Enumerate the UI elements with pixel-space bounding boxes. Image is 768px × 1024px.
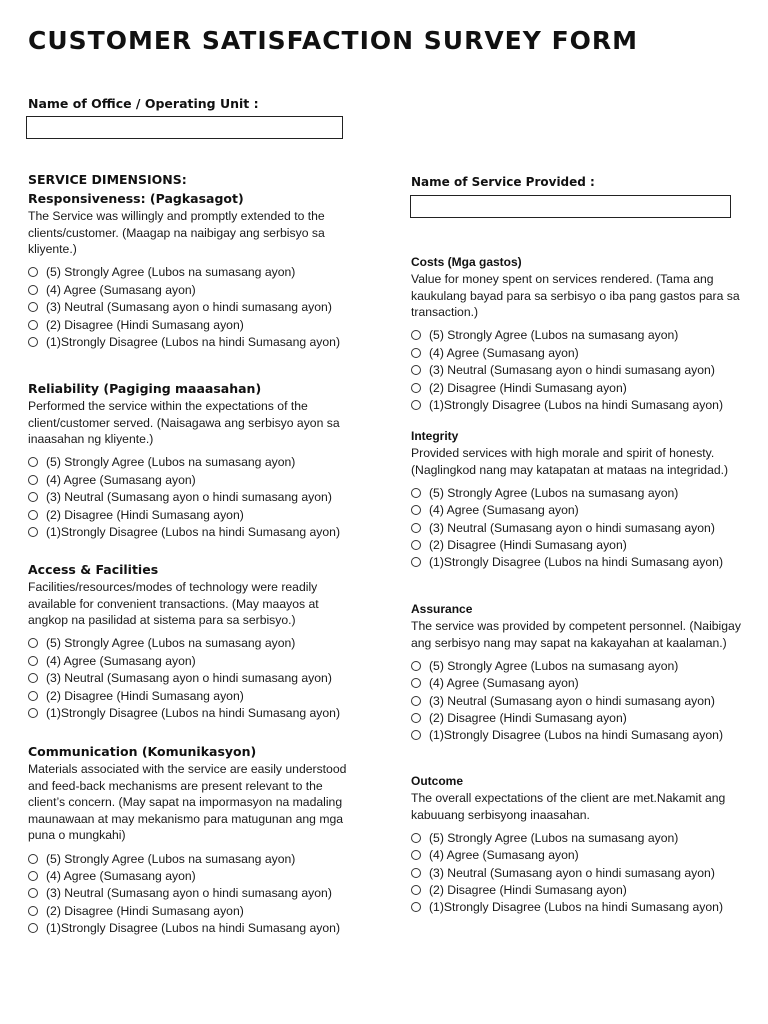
form-title: CUSTOMER SATISFACTION SURVEY FORM [28,26,639,55]
radio-circle-icon[interactable] [28,691,38,701]
rating-option-label: (1)Strongly Disagree (Lubos na hindi Sumasang ayon) [429,900,724,915]
rating-option[interactable] [28,506,358,523]
radio-circle-icon[interactable] [28,871,38,881]
radio-circle-icon[interactable] [411,523,421,533]
rating-option[interactable] [28,885,358,902]
rating-option-label: (1)Strongly Disagree (Lubos na hindi Sumasang ayon) [429,398,724,413]
section-description: Value for money spent on services rendered. (Tama ang kaukulang bayad para sa serbisyo o iba pang gastos para sa transaction.) [411,272,740,320]
rating-option-label: (1)Strongly Disagree (Lubos na hindi Sumasang ayon) [46,706,341,721]
rating-option-label: (5) Strongly Agree (Lubos na sumasang ayon) [429,328,679,343]
rating-option[interactable] [28,264,358,281]
rating-option-label: (4) Agree (Sumasang ayon) [429,503,579,518]
radio-circle-icon[interactable] [28,267,38,277]
rating-option[interactable] [411,829,746,846]
radio-circle-icon[interactable] [411,383,421,393]
rating-option[interactable] [28,867,358,884]
rating-option[interactable] [411,554,746,571]
rating-option-label: (5) Strongly Agree (Lubos na sumasang ayon) [46,455,296,470]
rating-option[interactable] [28,652,358,669]
rating-option[interactable] [411,864,746,881]
radio-circle-icon[interactable] [28,337,38,347]
rating-option-label: (3) Neutral (Sumasang ayon o hindi sumasang ayon) [46,300,332,315]
rating-option[interactable] [411,881,746,898]
rating-option[interactable] [28,704,358,721]
rating-option-label: (2) Disagree (Hindi Sumasang ayon) [429,711,627,726]
radio-circle-icon[interactable] [28,475,38,485]
service-dimensions-heading: SERVICE DIMENSIONS: [28,172,187,187]
section-description: The service was provided by competent personnel. (Naibigay ang serbisyo nang may sapat na kakayahan at kaalaman.) [411,619,741,650]
rating-option-label: (4) Agree (Sumasang ayon) [429,345,579,360]
rating-option-label: (5) Strongly Agree (Lubos na sumasang ayon) [46,851,296,866]
rating-option[interactable] [28,920,358,937]
rating-option-label: (3) Neutral (Sumasang ayon o hindi sumasang ayon) [429,520,715,535]
rating-option-label: (4) Agree (Sumasang ayon) [429,848,579,863]
rating-option-label: (1)Strongly Disagree (Lubos na hindi Sumasang ayon) [46,921,341,936]
rating-option-label: (5) Strongly Agree (Lubos na sumasang ayon) [46,636,296,651]
section-description: Provided services with high morale and spirit of honesty. (Naglingkod nang may katapatan at mataas na integridad.) [411,446,729,477]
section-title: Integrity [411,429,459,443]
rating-options [411,657,746,744]
service-input[interactable] [410,195,731,218]
rating-option[interactable] [28,670,358,687]
rating-option-label: (2) Disagree (Hindi Sumasang ayon) [429,380,627,395]
rating-option-label: (3) Neutral (Sumasang ayon o hindi sumasang ayon) [46,671,332,686]
rating-option-label: (4) Agree (Sumasang ayon) [46,869,196,884]
rating-option-label: (1)Strongly Disagree (Lubos na hindi Sumasang ayon) [46,335,341,350]
rating-option[interactable] [411,675,746,692]
rating-option-label: (4) Agree (Sumasang ayon) [46,653,196,668]
section-title: Reliability (Pagiging maaasahan) [28,381,262,396]
radio-circle-icon[interactable] [28,656,38,666]
rating-option[interactable] [28,454,358,471]
section-outcome [411,773,746,916]
radio-circle-icon[interactable] [28,906,38,916]
rating-option-label: (5) Strongly Agree (Lubos na sumasang ayon) [429,485,679,500]
rating-option-label: (4) Agree (Sumasang ayon) [46,472,196,487]
rating-option-label: (2) Disagree (Hindi Sumasang ayon) [429,538,627,553]
rating-option-label: (3) Neutral (Sumasang ayon o hindi sumasang ayon) [46,490,332,505]
radio-circle-icon[interactable] [28,285,38,295]
radio-circle-icon[interactable] [28,923,38,933]
radio-circle-icon[interactable] [411,696,421,706]
rating-option[interactable] [28,281,358,298]
radio-circle-icon[interactable] [411,868,421,878]
radio-circle-icon[interactable] [28,492,38,502]
radio-circle-icon[interactable] [411,330,421,340]
section-title: Communication (Komunikasyon) [28,744,257,759]
section-title: Responsiveness: (Pagkasagot) [28,191,244,206]
rating-options [411,829,746,916]
radio-circle-icon[interactable] [411,678,421,688]
section-description: The Service was willingly and promptly extended to the clients/customer. (Maagap na naibigay ang serbisyo sa kliyente.) [28,209,325,257]
radio-circle-icon[interactable] [411,885,421,895]
rating-option-label: (2) Disagree (Hindi Sumasang ayon) [46,507,244,522]
rating-option-label: (2) Disagree (Hindi Sumasang ayon) [429,883,627,898]
section-communication [28,743,358,937]
radio-circle-icon[interactable] [28,708,38,718]
rating-option[interactable] [28,333,358,350]
rating-option[interactable] [28,489,358,506]
rating-option[interactable] [411,396,746,413]
rating-option[interactable] [411,344,746,361]
section-costs [411,254,746,414]
rating-option[interactable] [411,847,746,864]
rating-option-label: (3) Neutral (Sumasang ayon o hindi sumasang ayon) [429,693,715,708]
radio-circle-icon[interactable] [411,348,421,358]
section-title: Access & Facilities [28,562,159,577]
section-description: Facilities/resources/modes of technology were readily available for convenient transactions. (May maayos at angkop na pasilidad at sistema para sa serbisyo.) [28,580,319,628]
rating-option[interactable] [411,502,746,519]
radio-circle-icon[interactable] [28,320,38,330]
section-access [28,561,358,722]
radio-circle-icon[interactable] [411,902,421,912]
radio-circle-icon[interactable] [411,833,421,843]
rating-option[interactable] [411,536,746,553]
rating-option[interactable] [28,299,358,316]
office-input[interactable] [26,116,343,139]
section-assurance [411,601,746,744]
rating-option[interactable] [28,902,358,919]
section-title: Costs (Mga gastos) [411,255,522,269]
rating-option-label: (2) Disagree (Hindi Sumasang ayon) [46,317,244,332]
radio-circle-icon[interactable] [28,888,38,898]
rating-option[interactable] [411,727,746,744]
rating-option[interactable] [411,692,746,709]
rating-option-label: (2) Disagree (Hindi Sumasang ayon) [46,903,244,918]
rating-option[interactable] [411,327,746,344]
radio-circle-icon[interactable] [411,850,421,860]
radio-circle-icon[interactable] [28,673,38,683]
rating-option-label: (5) Strongly Agree (Lubos na sumasang ayon) [429,658,679,673]
rating-option[interactable] [28,687,358,704]
section-description: Performed the service within the expectations of the client/customer served. (Naisagawa ang serbisyo ayon sa inaasahan ng kliyente.) [28,399,340,447]
rating-option-label: (4) Agree (Sumasang ayon) [429,676,579,691]
rating-option[interactable] [28,850,358,867]
rating-options [28,850,358,937]
section-title: Assurance [411,602,473,616]
rating-option[interactable] [28,316,358,333]
radio-circle-icon[interactable] [411,557,421,567]
radio-circle-icon[interactable] [28,527,38,537]
rating-option-label: (5) Strongly Agree (Lubos na sumasang ayon) [429,830,679,845]
section-reliability [28,380,358,541]
radio-circle-icon[interactable] [411,730,421,740]
rating-option[interactable] [411,519,746,536]
rating-option[interactable] [411,899,746,916]
rating-option[interactable] [411,709,746,726]
section-responsiveness [28,190,358,351]
radio-circle-icon[interactable] [28,638,38,648]
rating-option[interactable] [28,523,358,540]
service-dimensions [28,171,358,188]
rating-option-label: (1)Strongly Disagree (Lubos na hindi Sumasang ayon) [429,555,724,570]
radio-circle-icon[interactable] [28,510,38,520]
rating-option[interactable] [411,484,746,501]
rating-option-label: (1)Strongly Disagree (Lubos na hindi Sumasang ayon) [46,525,341,540]
service-label: Name of Service Provided : [411,175,595,189]
radio-circle-icon[interactable] [411,505,421,515]
rating-options [411,327,746,414]
rating-option-label: (2) Disagree (Hindi Sumasang ayon) [46,688,244,703]
radio-circle-icon[interactable] [28,854,38,864]
radio-circle-icon[interactable] [28,302,38,312]
section-integrity [411,428,746,571]
radio-circle-icon[interactable] [411,365,421,375]
rating-option-label: (4) Agree (Sumasang ayon) [46,282,196,297]
office-label: Name of Office / Operating Unit : [28,96,259,111]
rating-options [411,484,746,571]
section-description: Materials associated with the service are easily understood and feed-back mechanisms are present relevant to the client’s concern. (May sapat na impormasyon na madaling maunawaan at may mekanismo para matugunan ang mga puna o mungkahi) [28,762,347,843]
rating-options [28,454,358,541]
rating-option[interactable] [28,471,358,488]
radio-circle-icon[interactable] [28,457,38,467]
rating-option-label: (3) Neutral (Sumasang ayon o hindi sumasang ayon) [46,886,332,901]
rating-option-label: (3) Neutral (Sumasang ayon o hindi sumasang ayon) [429,865,715,880]
radio-circle-icon[interactable] [411,713,421,723]
rating-options [28,264,358,351]
rating-option-label: (5) Strongly Agree (Lubos na sumasang ayon) [46,265,296,280]
rating-option[interactable] [411,657,746,674]
radio-circle-icon[interactable] [411,400,421,410]
rating-option[interactable] [411,379,746,396]
rating-options [28,635,358,722]
radio-circle-icon[interactable] [411,540,421,550]
radio-circle-icon[interactable] [411,661,421,671]
radio-circle-icon[interactable] [411,488,421,498]
rating-option[interactable] [28,635,358,652]
rating-option-label: (3) Neutral (Sumasang ayon o hindi sumasang ayon) [429,363,715,378]
section-description: The overall expectations of the client are met.Nakamit ang kabuuang serbisyong inaasahan. [411,791,726,822]
section-title: Outcome [411,774,464,788]
rating-option[interactable] [411,362,746,379]
rating-option-label: (1)Strongly Disagree (Lubos na hindi Sumasang ayon) [429,728,724,743]
